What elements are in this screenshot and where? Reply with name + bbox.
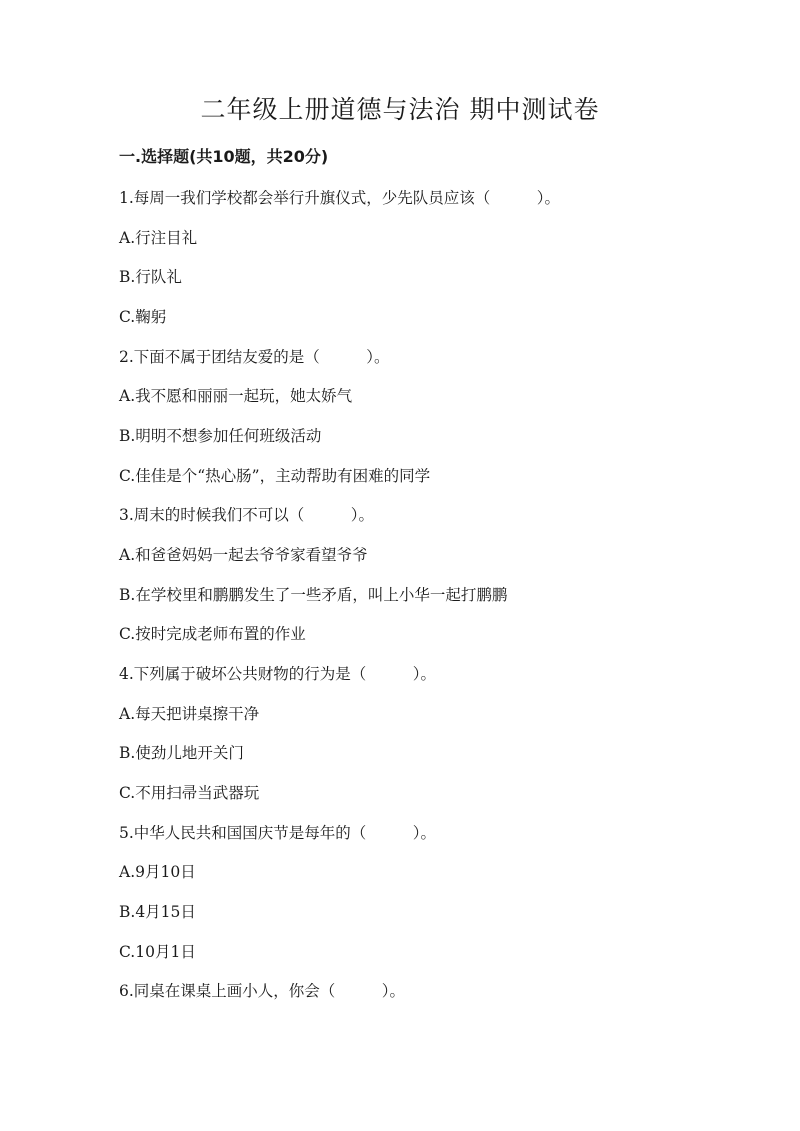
question-2-stem: 2.下面不属于团结友爱的是（ ）。 bbox=[119, 348, 390, 366]
question-4-stem: 4.下列属于破坏公共财物的行为是（ ）。 bbox=[119, 665, 437, 683]
question-4-option-c: C.不用扫帚当武器玩 bbox=[119, 784, 260, 802]
question-6-stem: 6.同桌在课桌上画小人，你会（ ）。 bbox=[119, 982, 406, 1000]
question-2-option-c: C.佳佳是个“热心肠”，主动帮助有困难的同学 bbox=[119, 467, 431, 485]
question-2-option-b: B.明明不想参加任何班级活动 bbox=[119, 427, 322, 445]
question-5-option-c: C.10月1日 bbox=[119, 943, 196, 961]
question-3-option-a: A.和爸爸妈妈一起去爷爷家看望爷爷 bbox=[119, 546, 368, 564]
section-heading: 一.选择题(共10题，共20分) bbox=[119, 147, 329, 166]
question-4-option-a: A.每天把讲桌擦干净 bbox=[119, 705, 260, 723]
question-5-stem: 5.中华人民共和国国庆节是每年的（ ）。 bbox=[119, 824, 437, 842]
question-4-option-b: B.使劲儿地开关门 bbox=[119, 744, 244, 762]
question-1-option-c: C.鞠躬 bbox=[119, 308, 167, 326]
question-2-option-a: A.我不愿和丽丽一起玩，她太娇气 bbox=[119, 387, 353, 405]
question-5-option-a: A.9月10日 bbox=[119, 863, 196, 881]
question-1-option-a: A.行注目礼 bbox=[119, 229, 198, 247]
question-3-stem: 3.周末的时候我们不可以（ ）。 bbox=[119, 506, 375, 524]
question-1-option-b: B.行队礼 bbox=[119, 268, 182, 286]
question-3-option-c: C.按时完成老师布置的作业 bbox=[119, 625, 306, 643]
exam-title: 二年级上册道德与法治 期中测试卷 bbox=[200, 95, 600, 124]
question-1-stem: 1.每周一我们学校都会举行升旗仪式，少先队员应该（ ）。 bbox=[119, 189, 561, 207]
question-5-option-b: B.4月15日 bbox=[119, 903, 196, 921]
question-3-option-b: B.在学校里和鹏鹏发生了一些矛盾，叫上小华一起打鹏鹏 bbox=[119, 586, 508, 604]
